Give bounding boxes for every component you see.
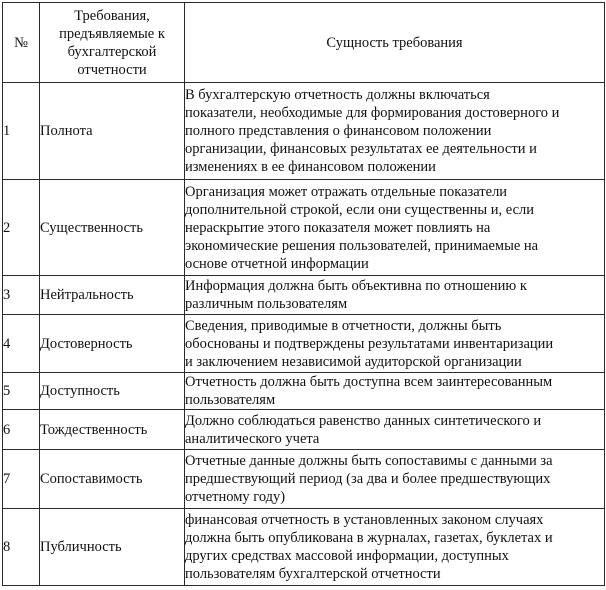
description-line: пользователям	[185, 392, 276, 408]
description-line: Информация должна быть объективна по отношению к	[185, 278, 527, 294]
description-line: других средствах массовой информации, доступных	[185, 548, 509, 564]
table-row	[3, 276, 605, 315]
requirement-name: Полнота	[40, 83, 185, 180]
row-number: 4	[3, 315, 40, 373]
description-line: различным пользователям	[185, 296, 348, 312]
description-line: отчетному году)	[185, 489, 286, 505]
row-number: 1	[3, 83, 40, 180]
header-requirement-line: Требования,	[74, 7, 150, 24]
requirement-description	[185, 410, 605, 450]
description-line: и заключением независимой аудиторской организации	[185, 353, 522, 370]
description-line: предшествующий период (за два и более предшествующих	[185, 471, 551, 487]
requirement-name: Достоверность	[40, 315, 185, 373]
requirement-description	[185, 180, 605, 276]
header-number: №	[3, 3, 40, 83]
requirement-name: Публичность	[40, 509, 185, 586]
requirement-description	[185, 509, 605, 586]
description-line: Должно соблюдаться равенство данных синтетического и	[185, 412, 542, 429]
header-essence: Сущность требования	[185, 3, 605, 83]
description-line: пользователям бухгалтерской отчетности	[185, 566, 441, 582]
description-line: основе отчетной информации	[185, 255, 369, 272]
header-requirement-line: бухгалтерской	[67, 43, 157, 60]
row-number: 3	[3, 276, 40, 315]
description-line: нераскрытие этого показателя может повлиять на	[185, 219, 491, 236]
row-number: 5	[3, 373, 40, 410]
description-line: экономические решения пользователей, принимаемые на	[185, 237, 539, 254]
requirement-description	[185, 276, 605, 315]
requirement-description	[185, 315, 605, 373]
table-row	[3, 83, 605, 180]
description-line: организации, финансовых результатах ее деятельности и	[185, 141, 537, 157]
requirement-description	[185, 450, 605, 509]
row-number: 2	[3, 180, 40, 276]
description-line: Сведения, приводимые в отчетности, должны быть	[185, 317, 502, 334]
table-row	[3, 450, 605, 509]
description-line: дополнительной строкой, если они существенны и, если	[185, 201, 535, 218]
description-line: изменениях в ее финансовом положении	[185, 159, 436, 175]
table-row	[3, 315, 605, 373]
description-line: обоснованы и подтверждены результатами инвентаризации	[185, 335, 554, 352]
table-row	[3, 509, 605, 586]
description-line: Организация может отражать отдельные показатели	[185, 183, 508, 200]
description-line: полного представления о финансовом положении	[185, 123, 492, 139]
requirement-description	[185, 83, 605, 180]
header-requirement-line: предъявляемые к	[59, 25, 165, 42]
description-line: финансовая отчетность в установленных законом случаях	[185, 512, 544, 528]
description-line: Отчетность должна быть доступна всем заинтересованным	[185, 374, 553, 390]
description-line: показатели, необходимые для формирования достоверного и	[185, 105, 560, 121]
requirement-name: Сопоставимость	[40, 450, 185, 509]
description-line: Отчетные данные должны быть сопоставимы с данными за	[185, 453, 553, 469]
requirements-table	[2, 2, 605, 586]
header-requirement	[40, 3, 185, 83]
header-row	[3, 3, 605, 83]
requirement-name: Доступность	[40, 373, 185, 410]
description-line: должна быть опубликована в журналах, газетах, буклетах и	[185, 530, 553, 546]
requirement-name: Существенность	[40, 180, 185, 276]
table-row	[3, 373, 605, 410]
table-row	[3, 180, 605, 276]
requirement-description	[185, 373, 605, 410]
table-row	[3, 410, 605, 450]
requirement-name: Тождественность	[40, 410, 185, 450]
row-number: 8	[3, 509, 40, 586]
header-requirement-line: отчетности	[77, 61, 147, 78]
description-line: аналитического учета	[185, 430, 320, 447]
description-line: В бухгалтерскую отчетность должны включаться	[185, 87, 490, 103]
requirement-name: Нейтральность	[40, 276, 185, 315]
row-number: 7	[3, 450, 40, 509]
row-number: 6	[3, 410, 40, 450]
